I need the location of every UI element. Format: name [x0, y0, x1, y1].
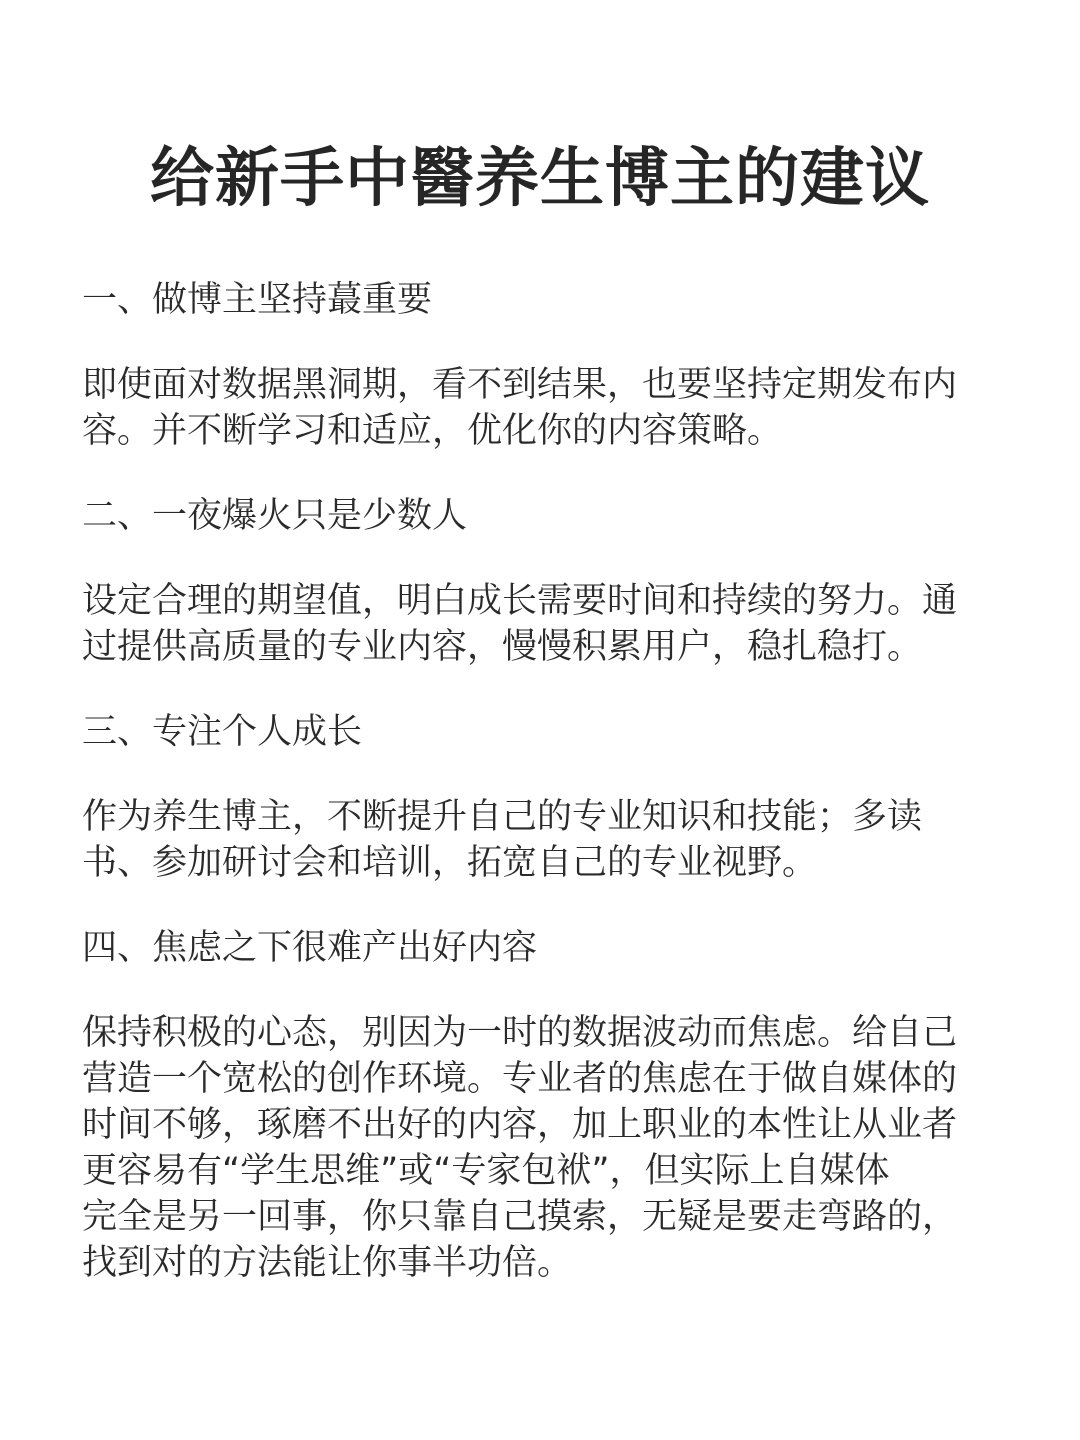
section-1 [82, 272, 1012, 488]
section-heading: 四、焦虑之下很难产出好内容 [82, 928, 538, 968]
paragraph-line: 完全是另一回事，你只靠自己摸索，无疑是要走弯路的， [82, 1197, 958, 1237]
paragraph-line: 过提供高质量的专业内容，慢慢积累用户，稳扎稳打。 [82, 627, 923, 667]
section-paragraph [82, 362, 1012, 454]
section-4 [82, 920, 1012, 1286]
paragraph-line: 时间不够，琢磨不出好的内容，加上职业的本性让从业者 [82, 1105, 958, 1145]
section-heading: 一、做博主坚持蕞重要 [82, 280, 433, 320]
paragraph-line: 设定合理的期望值，明白成长需要时间和持续的努力。通 [82, 581, 958, 621]
section-paragraph [82, 578, 1012, 670]
section-2 [82, 488, 1012, 704]
paragraph-line: 作为养生博主，不断提升自己的专业知识和技能；多读 [82, 797, 923, 837]
paragraph-line: 容。并不断学习和适应，优化你的内容策略。 [82, 411, 783, 451]
page-title: 给新手中醫养生博主的建议 [150, 141, 930, 216]
section-heading: 三、专注个人成长 [82, 712, 363, 752]
section-heading: 二、一夜爆火只是少数人 [82, 496, 468, 536]
section-paragraph [82, 794, 1012, 886]
paragraph-line: 即使面对数据黑洞期，看不到结果，也要坚持定期发布内 [82, 365, 958, 405]
paragraph-line: 保持积极的心态，别因为一时的数据波动而焦虑。给自己 [82, 1013, 958, 1053]
paragraph-line: 找到对的方法能让你事半功倍。 [82, 1243, 573, 1283]
paragraph-line: 营造一个宽松的创作环境。专业者的焦虑在于做自媒体的 [82, 1059, 958, 1099]
paragraph-line: 书、参加研讨会和培训，拓宽自己的专业视野。 [82, 843, 818, 883]
section-paragraph [82, 1010, 1012, 1286]
paragraph-line: 更容易有“学生思维”或“专家包袱”，但实际上自媒体 [82, 1151, 890, 1191]
article-body [82, 272, 1012, 1286]
section-3 [82, 704, 1012, 920]
